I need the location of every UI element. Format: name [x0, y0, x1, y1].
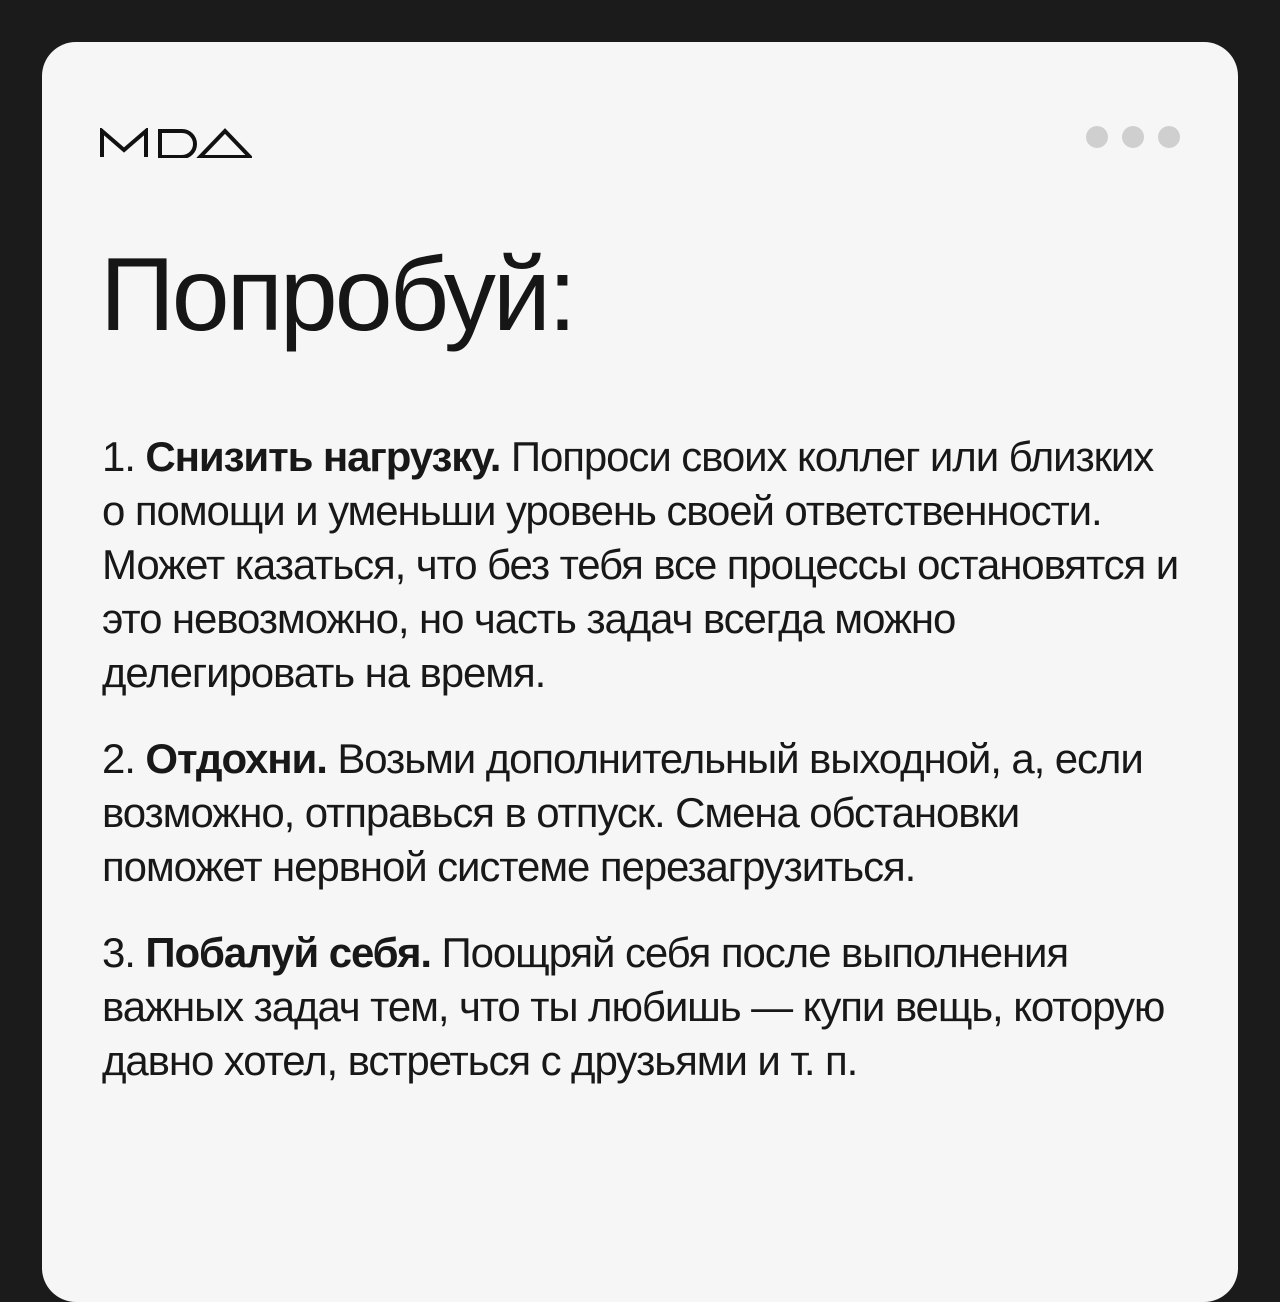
tip-heading: Снизить нагрузку. — [145, 433, 501, 480]
tip-item — [102, 732, 1182, 894]
dot-icon — [1158, 126, 1180, 148]
tip-text: Попроси своих коллег или близких о помощи и уменьши уровень своей ответственности. Может казаться, что без тебя все процессы остановятся и это невозможно, но часть задач всегда можно делегировать на время. — [102, 433, 1179, 696]
mda-logo — [100, 128, 252, 163]
tip-item — [102, 430, 1182, 700]
tip-text: Поощряй себя после выполнения важных задач тем, что ты любишь — купи вещь, которую давно хотел, встреться с друзьями и т. п. — [102, 929, 1165, 1084]
tip-item — [102, 926, 1182, 1088]
tips-list — [102, 430, 1182, 1120]
content-card — [42, 42, 1238, 1302]
window-dots — [1086, 126, 1180, 148]
tip-heading: Побалуй себя. — [145, 929, 431, 976]
dot-icon — [1122, 126, 1144, 148]
page-title: Попробуй: — [100, 237, 574, 353]
tip-number: 2. — [102, 735, 135, 782]
tip-number: 1. — [102, 433, 135, 480]
mda-logo-icon — [100, 128, 252, 158]
tip-text: Возьми дополнительный выходной, а, если возможно, отправься в отпуск. Смена обстановки поможет нервной системе перезагрузиться. — [102, 735, 1143, 890]
tip-number: 3. — [102, 929, 135, 976]
dot-icon — [1086, 126, 1108, 148]
tip-heading: Отдохни. — [145, 735, 327, 782]
